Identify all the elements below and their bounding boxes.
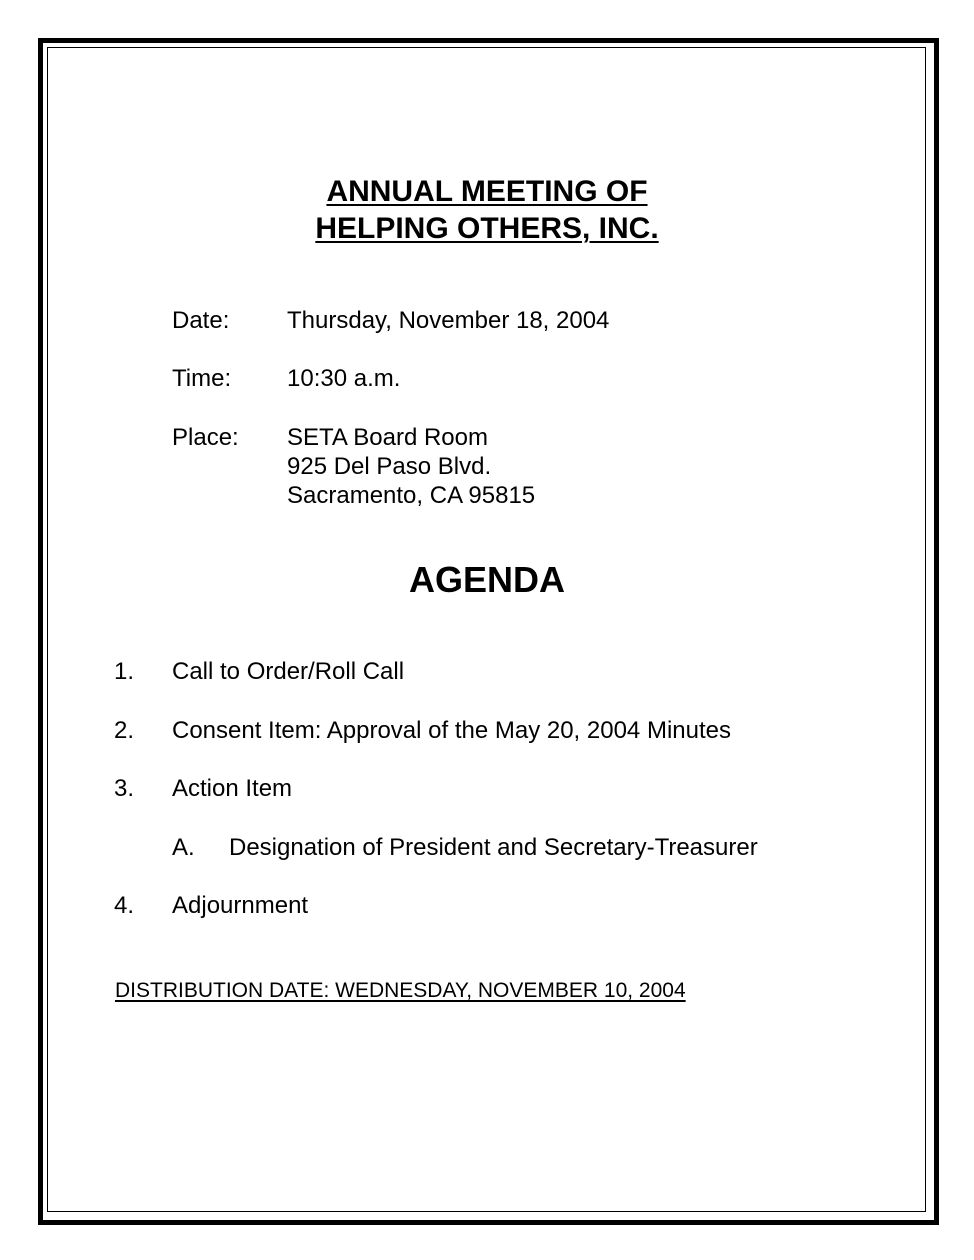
distribution-date: DISTRIBUTION DATE: WEDNESDAY, NOVEMBER 10, 2004 xyxy=(115,979,686,1002)
agenda-sub-item-text: Designation of President and Secretary-Treasurer xyxy=(229,834,758,861)
document-title-line-2: HELPING OTHERS, INC. xyxy=(315,212,659,245)
agenda-sub-item-letter: A. xyxy=(172,834,195,861)
agenda-item-text: Adjournment xyxy=(172,892,309,919)
place-label: Place: xyxy=(172,424,239,451)
place-line-3: Sacramento, CA 95815 xyxy=(287,482,536,509)
time-label: Time: xyxy=(172,365,232,392)
agenda-item-number: 3. xyxy=(114,775,135,802)
place-line-2: 925 Del Paso Blvd. xyxy=(287,453,492,480)
agenda-item-text: Action Item xyxy=(172,775,293,802)
date-label: Date: xyxy=(172,307,230,334)
agenda-item-number: 2. xyxy=(114,717,135,744)
agenda-item-text: Consent Item: Approval of the May 20, 2004 Minutes xyxy=(172,717,731,744)
time-value: 10:30 a.m. xyxy=(287,365,401,392)
place-line-1: SETA Board Room xyxy=(287,424,488,451)
agenda-item-number: 4. xyxy=(114,892,135,919)
agenda-item-text: Call to Order/Roll Call xyxy=(172,658,405,685)
date-value: Thursday, November 18, 2004 xyxy=(287,307,610,334)
agenda-heading: AGENDA xyxy=(408,559,565,600)
agenda-item-number: 1. xyxy=(114,658,135,685)
document-title-line-1: ANNUAL MEETING OF xyxy=(326,175,648,208)
